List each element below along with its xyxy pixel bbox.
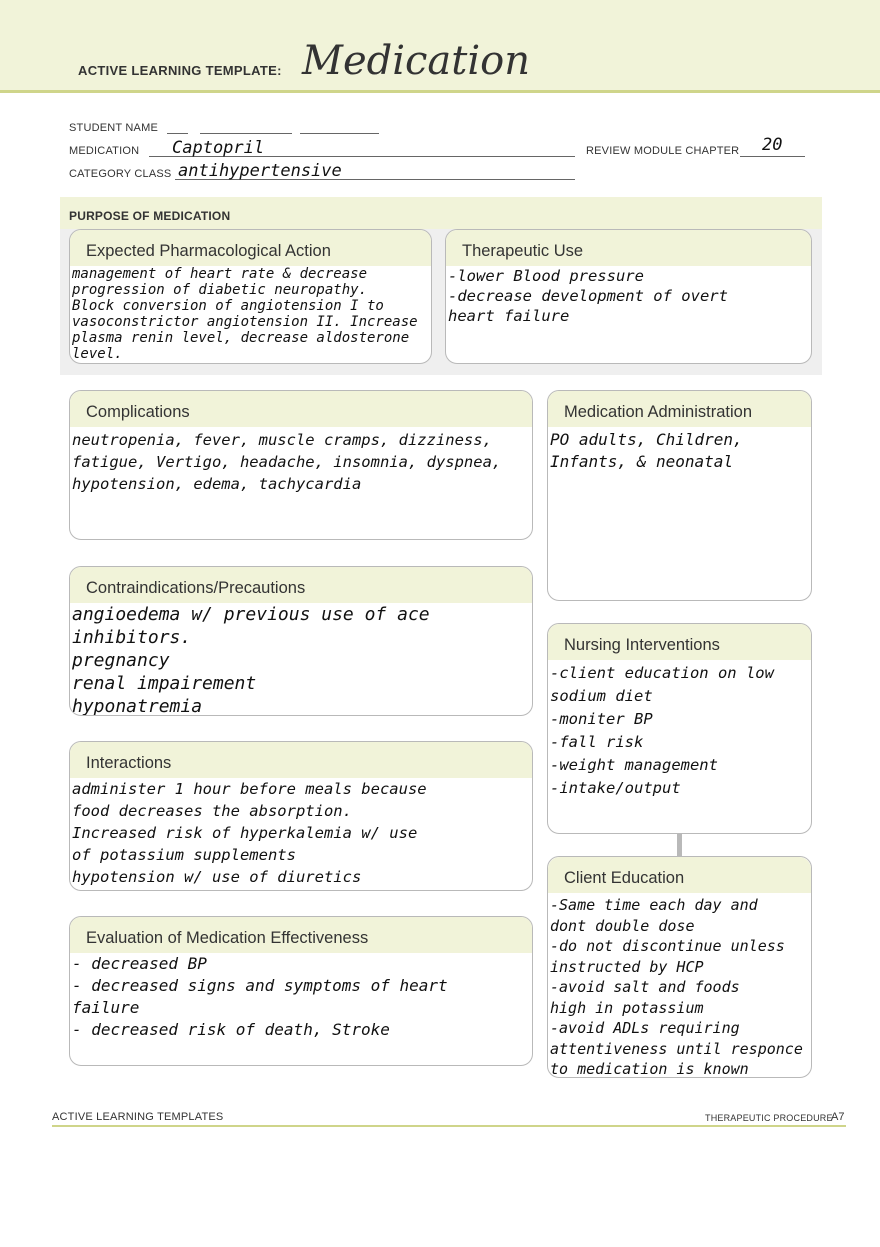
nursing-interventions-text[interactable]: -client education on low sodium diet -moniter BP -fall risk -weight management -intake/output [550,664,774,797]
contraindications-box [69,566,533,716]
category-class-field[interactable]: antihypertensive [178,161,342,181]
footer-rule [52,1125,846,1127]
therapeutic-use-title: Therapeutic Use [462,242,584,260]
evaluation-box [69,916,533,1066]
student-name-line-1 [167,133,188,134]
complications-title: Complications [86,403,190,421]
therapeutic-use-text[interactable]: -lower Blood pressure -decrease development of overt heart failure [448,267,728,325]
review-module-field[interactable]: 20 [762,135,783,155]
med-admin-text[interactable]: PO adults, Children, Infants, & neonatal [550,430,743,471]
header-rule [0,90,880,93]
contraindications-title: Contraindications/Precautions [86,579,306,597]
client-education-title: Client Education [564,869,685,887]
therapeutic-use-box [445,229,812,364]
page-title: Medication [302,38,530,84]
evaluation-title: Evaluation of Medication Effectiveness [86,929,369,947]
nursing-interventions-box [547,623,812,834]
medication-label: MEDICATION [69,145,140,157]
pharm-action-text[interactable]: management of heart rate & decrease progression of diabetic neuropathy. Block conversion of angiotension I to vasoconstrictor angiotension II. Increase plasma renin level, decrease aldosterone level. [72,266,418,362]
med-admin-box [547,390,812,601]
footer-section-label: THERAPEUTIC PROCEDURE [705,1113,833,1123]
purpose-title: PURPOSE OF MEDICATION [69,209,231,223]
interactions-title: Interactions [86,754,172,772]
interactions-box [69,741,533,891]
template-label: ACTIVE LEARNING TEMPLATE: [78,63,282,78]
contraindications-text[interactable]: angioedema w/ previous use of ace inhibitors. pregnancy renal impairement hyponatremia [72,604,430,716]
category-class-label: CATEGORY CLASS [69,168,172,180]
interactions-text[interactable]: administer 1 hour before meals because food decreases the absorption. Increased risk of hyperkalemia w/ use of potassium supplements hypotension w/ use of diuretics [72,780,427,886]
box-connector [677,833,682,857]
client-education-box [547,856,812,1078]
student-name-line-2 [200,133,292,134]
medication-field[interactable]: Captopril [172,138,265,158]
footer-left-label: ACTIVE LEARNING TEMPLATES [52,1111,224,1123]
client-education-text[interactable]: -Same time each day and dont double dose -do not discontinue unless instructed by HCP -avoid salt and foods high in potassium -avoid ADLs requiring attentiveness until responce to medication is known [550,896,803,1078]
complications-box [69,390,533,540]
complications-text[interactable]: neutropenia, fever, muscle cramps, dizziness, fatigue, Vertigo, headache, insomnia, dyspnea, hypotension, edema, tachycardia [72,431,502,493]
evaluation-text[interactable]: - decreased BP - decreased signs and symptoms of heart failure - decreased risk of death, Stroke [72,954,448,1039]
med-admin-title: Medication Administration [564,403,753,421]
review-module-label: REVIEW MODULE CHAPTER [586,145,740,157]
review-module-line [740,156,805,157]
pharm-action-box [69,229,432,364]
nursing-interventions-title: Nursing Interventions [564,636,720,654]
student-name-line-3 [300,133,379,134]
pharm-action-title: Expected Pharmacological Action [86,242,331,260]
student-name-label: STUDENT NAME [69,122,158,134]
page-number: A7 [831,1111,845,1123]
